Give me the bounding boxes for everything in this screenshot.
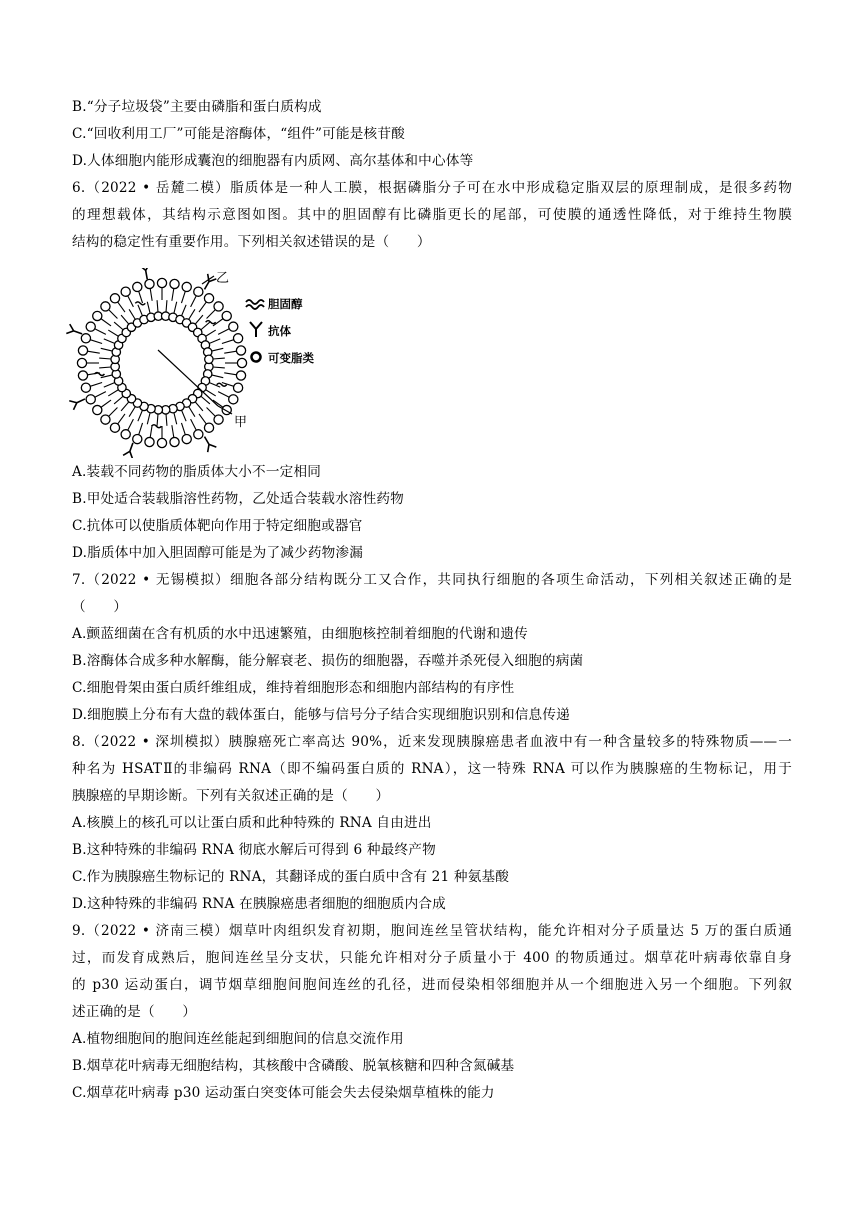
phospholipid-tail <box>101 400 111 407</box>
option-d-q5: D.人体细胞内能形成囊泡的细胞器有内质网、高尔基体和中心体等 <box>72 153 474 169</box>
phospholipid-head <box>86 395 95 404</box>
cholesterol-icon <box>206 321 216 324</box>
variable-lipid-icon <box>252 353 261 362</box>
phospholipid-tail <box>212 375 224 378</box>
legend-cholesterol-label: 胆固醇 <box>268 297 303 311</box>
antibody-icon <box>140 268 150 279</box>
question-6-line-1: 6.（2022 • 岳麓二模）脂质体是一种人工膜，根据磷脂分子可在水中形成稳定脂双层的原理制成，是很多药物 <box>72 180 792 196</box>
phospholipid-head <box>157 278 166 287</box>
phospholipid-tail <box>157 414 158 426</box>
label-jia: 甲 <box>234 415 248 430</box>
question-7-line-1: 7.（2022 • 无锡模拟）细胞各部分结构既分工又合作，共同执行细胞的各项生命活动，下列相关叙述正确的是 <box>72 572 792 588</box>
question-8-line-2: 种名为 HSATⅡ的非编码 RNA（即不编码蛋白质的 RNA），这一特殊 RNA 可以作为胰腺癌的生物标记，用于 <box>72 761 792 777</box>
phospholipid-tail <box>150 425 152 437</box>
phospholipid-head <box>93 405 102 414</box>
question-8-line-3: 胰腺癌的早期诊断。下列有关叙述正确的是（ ） <box>72 788 390 804</box>
phospholipid-head <box>182 282 191 291</box>
option-b-q8: B.这种特殊的非编码 RNA 彻底水解后可得到 6 种最终产物 <box>72 842 436 858</box>
liposome-bilayer <box>66 268 246 458</box>
phospholipid-head <box>77 358 86 367</box>
phospholipid-head <box>86 322 95 331</box>
option-b-q9: B.烟草花叶病毒无细胞结构，其核酸中含磷酸、脱氧核糖和四种含氮碱基 <box>72 1058 515 1074</box>
option-a-q7: A.颤蓝细菌在含有机质的水中迅速繁殖，由细胞核控制着细胞的代谢和遗传 <box>72 626 528 642</box>
cholesterol-icon <box>135 302 145 305</box>
phospholipid-tail <box>195 402 203 411</box>
phospholipid-head <box>229 322 238 331</box>
phospholipid-head <box>229 395 238 404</box>
phospholipid-tail <box>207 408 216 417</box>
phospholipid-tail <box>108 330 118 336</box>
phospholipid-tail <box>191 296 197 307</box>
phospholipid-tail <box>172 425 174 437</box>
option-c-q6: C.抗体可以使脂质体靶向作用于特定细胞或器官 <box>72 518 363 534</box>
question-9-line-3: 的 p30 运动蛋白，调节烟草细胞间胞间连丝的孔径，进而侵染相邻细胞并从一个细胞进入另一个细胞。下列叙 <box>72 977 792 993</box>
phospholipid-tail <box>104 339 115 344</box>
question-6-line-2: 的理想载体，其结构示意图如图。其中的胆固醇有比磷脂更长的尾部，可使膜的通透性降低，对于维持生物膜 <box>72 207 792 223</box>
phospholipid-tail <box>114 322 123 330</box>
phospholipid-head <box>81 334 90 343</box>
question-7-line-2: （ ） <box>72 599 128 615</box>
phospholipid-tail <box>181 291 185 303</box>
phospholipid-head <box>205 355 213 363</box>
phospholipid-tail <box>129 309 135 319</box>
phospholipid-tail <box>181 423 185 435</box>
phospholipid-tail <box>150 288 152 300</box>
phospholipid-tail <box>128 296 134 307</box>
phospholipid-tail <box>213 319 223 326</box>
phospholipid-head <box>204 294 213 303</box>
phospholipid-tail <box>212 348 224 351</box>
phospholipid-tail <box>201 322 210 330</box>
phospholipid-tail <box>218 392 229 398</box>
cholesterol-icon <box>246 300 264 309</box>
phospholipid-tail <box>121 315 129 324</box>
liposome-diagram <box>66 268 356 458</box>
phospholipid-tail <box>222 340 234 344</box>
phospholipid-tail <box>182 410 187 421</box>
phospholipid-tail <box>109 310 118 319</box>
phospholipid-head <box>133 282 142 291</box>
legend-antibody-label: 抗体 <box>268 324 291 338</box>
phospholipid-head <box>110 423 119 432</box>
phospholipid-tail <box>95 329 106 335</box>
phospholipid-tail <box>157 300 158 312</box>
phospholipid-head <box>233 334 242 343</box>
phospholipid-tail <box>95 392 106 398</box>
cholesterol-icon <box>151 425 161 428</box>
option-c-q5: C.“回收利用工厂”可能是溶酶体，“组件”可能是核苷酸 <box>72 126 405 142</box>
phospholipid-tail <box>199 302 206 312</box>
phospholipid-tail <box>90 382 102 386</box>
phospholipid-tail <box>129 406 135 416</box>
cholesterol-icon <box>94 373 104 376</box>
legend-variable-lipid-label: 可变脂类 <box>268 351 314 365</box>
option-d-q7: D.细胞膜上分布有大盘的载体蛋白，能够与信号分子结合实现细胞识别和信息传递 <box>72 707 570 723</box>
phospholipid-tail <box>90 340 102 344</box>
question-9-line-1: 9.（2022 • 济南三模）烟草叶肉组织发育初期，胞间连丝呈管状结构，能允许相对分子质量达 5 万的蛋白质通 <box>72 923 792 939</box>
antibody-icon <box>69 399 85 410</box>
phospholipid-tail <box>166 300 167 312</box>
phospholipid-head <box>194 430 203 439</box>
phospholipid-tail <box>99 358 111 359</box>
phospholipid-tail <box>109 408 118 417</box>
option-b-q7: B.溶酶体合成多种水解酶，能分解衰老、损伤的细胞器，吞噬并杀死侵入细胞的病菌 <box>72 653 584 669</box>
phospholipid-tail <box>108 390 118 396</box>
phospholipid-tail <box>138 305 143 316</box>
question-8-line-1: 8.（2022 • 深圳模拟）胰腺癌死亡率高达 90%，近来发现胰腺癌患者血液中有一种含量较多的特殊物质——一 <box>72 734 792 750</box>
question-9-line-4: 述正确的是（ ） <box>72 1004 197 1020</box>
phospholipid-tail <box>189 406 195 416</box>
antibody-icon <box>205 437 217 452</box>
phospholipid-head <box>204 423 213 432</box>
phospholipid-head <box>110 294 119 303</box>
antibody-icon <box>123 443 133 458</box>
phospholipid-tail <box>101 319 111 326</box>
phospholipid-tail <box>87 351 99 353</box>
phospholipid-head <box>170 437 179 446</box>
phospholipid-tail <box>114 396 123 404</box>
phospholipid-tail <box>99 367 111 368</box>
option-d-q6: D.脂质体中加入胆固醇可能是为了减少药物渗漏 <box>72 545 364 561</box>
phospholipid-head <box>93 311 102 320</box>
phospholipid-head <box>78 346 87 355</box>
phospholipid-tail <box>213 367 225 368</box>
phospholipid-tail <box>189 309 195 319</box>
phospholipid-tail <box>205 330 215 336</box>
phospholipid-head <box>236 346 245 355</box>
phospholipid-tail <box>224 373 236 375</box>
phospholipid-head <box>81 383 90 392</box>
option-c-q7: C.细胞骨架由蛋白质纤维组成，维持着细胞形态和细胞内部结构的有序性 <box>72 680 515 696</box>
phospholipid-tail <box>138 410 143 421</box>
antibody-icon <box>250 322 262 337</box>
option-a-q8: A.核膜上的核孔可以让蛋白质和此种特殊的 RNA 自由进出 <box>72 815 432 831</box>
phospholipid-tail <box>128 419 134 430</box>
phospholipid-tail <box>199 414 206 424</box>
phospholipid-tail <box>172 288 174 300</box>
option-c-q8: C.作为胰腺癌生物标记的 RNA，其翻译成的蛋白质中含有 21 种氨基酸 <box>72 869 510 885</box>
phospholipid-tail <box>209 339 220 344</box>
phospholipid-head <box>170 279 179 288</box>
phospholipid-tail <box>207 310 216 319</box>
phospholipid-head <box>222 311 231 320</box>
phospholipid-tail <box>147 302 150 314</box>
phospholipid-tail <box>121 402 129 411</box>
phospholipid-tail <box>213 358 225 359</box>
phospholipid-head <box>145 279 154 288</box>
question-6-line-3: 结构的稳定性有重要作用。下列相关叙述错误的是（ ） <box>72 234 431 250</box>
phospholipid-head <box>236 371 245 380</box>
phospholipid-head <box>237 358 246 367</box>
phospholipid-tail <box>182 305 187 316</box>
phospholipid-head <box>157 438 166 447</box>
phospholipid-tail <box>191 419 197 430</box>
option-d-q8: D.这种特殊的非编码 RNA 在胰腺癌患者细胞的细胞质内合成 <box>72 896 446 912</box>
phospholipid-head <box>233 383 242 392</box>
label-yi: 乙 <box>216 271 230 286</box>
phospholipid-tail <box>166 414 167 426</box>
phospholipid-tail <box>174 302 177 314</box>
question-9-line-2: 过，而发育成熟后，胞间连丝呈分支状，只能允许相对分子质量小于 400 的物质通过。烟草花叶病毒依靠自身 <box>72 950 792 966</box>
phospholipid-head <box>133 434 142 443</box>
phospholipid-tail <box>139 423 143 435</box>
phospholipid-head <box>182 434 191 443</box>
phospholipid-tail <box>174 413 177 425</box>
option-a-q6: A.装载不同药物的脂质体大小不一定相同 <box>72 464 322 480</box>
phospholipid-tail <box>101 348 113 351</box>
phospholipid-head <box>194 287 203 296</box>
phospholipid-tail <box>118 302 125 312</box>
phospholipid-tail <box>104 383 115 388</box>
phospholipid-head <box>145 437 154 446</box>
option-c-q9: C.烟草花叶病毒 p30 运动蛋白突变体可能会失去侵染烟草植株的能力 <box>72 1085 495 1101</box>
legend <box>246 297 314 365</box>
phospholipid-tail <box>195 315 203 324</box>
antibody-icon <box>66 324 82 334</box>
phospholipid-tail <box>118 414 125 424</box>
phospholipid-tail <box>139 291 143 303</box>
option-b-q6: B.甲处适合装载脂溶性药物，乙处适合装载水溶性药物 <box>72 491 404 507</box>
phospholipid-head <box>121 287 130 296</box>
phospholipid-head <box>78 371 87 380</box>
phospholipid-tail <box>147 413 150 425</box>
phospholipid-tail <box>224 351 236 353</box>
phospholipid-tail <box>218 329 229 335</box>
option-a-q9: A.植物细胞间的胞间连丝能起到细胞间的信息交流作用 <box>72 1031 404 1047</box>
phospholipid-head <box>121 430 130 439</box>
option-b-q5: B.“分子垃圾袋”主要由磷脂和蛋白质构成 <box>72 99 322 115</box>
